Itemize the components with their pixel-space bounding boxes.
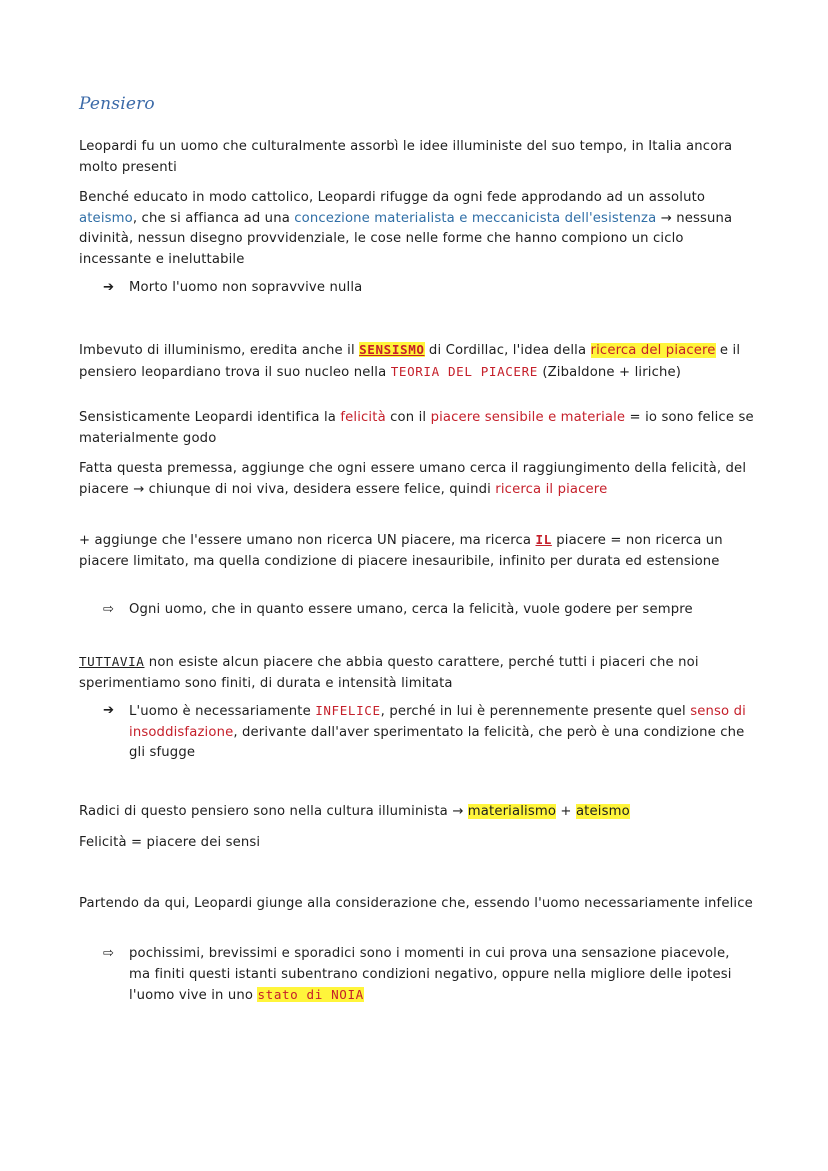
bullet-unhappy: L'uomo è necessariamente INFELICE, perché in lui è perennemente presente quel senso di insoddisfazione, derivante dall'aver sperimentato la felicità, che però è una condizione che gli sfugge: [129, 703, 746, 761]
bullet-death: Morto l'uomo non sopravvive nulla: [129, 280, 363, 295]
happiness-paragraph: Sensisticamente Leopardi identifica la felicità con il piacere sensibile e materiale = io sono felice se materialmente godo: [79, 410, 754, 446]
arrow-bullet-icon: ➔: [103, 280, 115, 295]
premise-paragraph: Fatta questa premessa, aggiunge che ogni essere umano cerca il raggiungimento della felicità, del piacere → chiunque di noi viva, desidera essere felice, quindi ricerca il piacere: [79, 461, 747, 497]
arrow-bullet-icon: ➔: [103, 703, 115, 718]
teoria-piacere-term: TEORIA DEL PIACERE: [390, 363, 538, 379]
bullet-moments: pochissimi, brevissimi e sporadici sono i momenti in cui prova una sensazione piacevole, ma finiti questi istanti subentrano condizioni negativo, oppure nella migliore delle ipotesi l'uomo vive in uno stato di NOIA: [129, 946, 732, 1004]
sensism-paragraph: Imbevuto di illuminismo, eredita anche il SENSISMO di Cordillac, l'idea della ricerca del piacere e il pensiero leopardiano trova il suo nucleo nella TEORIA DEL PIACERE (Zibaldone + liriche): [79, 342, 741, 380]
sensismo-term: SENSISMO: [359, 342, 425, 357]
felicity-definition: Felicità = piacere dei sensi: [79, 835, 261, 850]
ricerca-il-piacere-term: ricerca il piacere: [495, 481, 608, 497]
felicita-term: felicità: [340, 410, 386, 425]
materialismo-term: materialismo: [467, 804, 557, 819]
insoddisfazione-term: senso di insoddisfazione: [129, 704, 746, 740]
il-term: IL: [535, 532, 552, 547]
atheism-paragraph: Benché educato in modo cattolico, Leopardi rifugge da ogni fede approdando ad un assoluto ateismo, che si affianca ad una concezione materialista e meccanicista dell'esistenza → nessuna divinità, nessun disegno provvidenziale, le cose nelle forme che hanno compiono un ciclo incessante e ineluttabile: [79, 190, 733, 267]
conclusion-paragraph: Partendo da qui, Leopardi giunge alla considerazione che, essendo l'uomo necessariamente infelice: [79, 896, 753, 911]
infelice-term: INFELICE: [315, 703, 381, 718]
ricerca-piacere-term: ricerca del piacere: [590, 343, 716, 358]
infinite-pleasure-paragraph: + aggiunge che l'essere umano non ricerca UN piacere, ma ricerca IL piacere = non ricerca un piacere limitato, ma quella condizione di piacere inesauribile, infinito per durata ed estensione: [79, 532, 723, 569]
tuttavia-term: TUTTAVIA: [79, 654, 145, 669]
ateismo-highlight-term: ateismo: [575, 804, 630, 819]
materialism-term: concezione materialista e meccanicista dell'esistenza: [294, 210, 657, 226]
roots-paragraph: Radici di questo pensiero sono nella cultura illuminista → materialismo + ateismo: [79, 804, 630, 819]
ateismo-term: ateismo: [79, 210, 133, 226]
noia-term: stato di NOIA: [257, 987, 364, 1003]
intro-paragraph: Leopardi fu un uomo che culturalmente assorbì le idee illuministe del suo tempo, in Italia ancora molto presenti: [79, 139, 733, 175]
however-paragraph: TUTTAVIA non esiste alcun piacere che abbia questo carattere, perché tutti i piaceri che noi sperimentiamo sono finiti, di durata e intensità limitata: [79, 654, 699, 691]
hollow-arrow-bullet-icon: ⇨: [103, 602, 115, 617]
bullet-every-man: Ogni uomo, che in quanto essere umano, cerca la felicità, vuole godere per sempre: [129, 602, 693, 617]
piacere-sensibile-term: piacere sensibile e materiale: [430, 410, 626, 425]
hollow-arrow-bullet-icon: ⇨: [103, 946, 115, 961]
page-title: Pensiero: [79, 94, 155, 114]
